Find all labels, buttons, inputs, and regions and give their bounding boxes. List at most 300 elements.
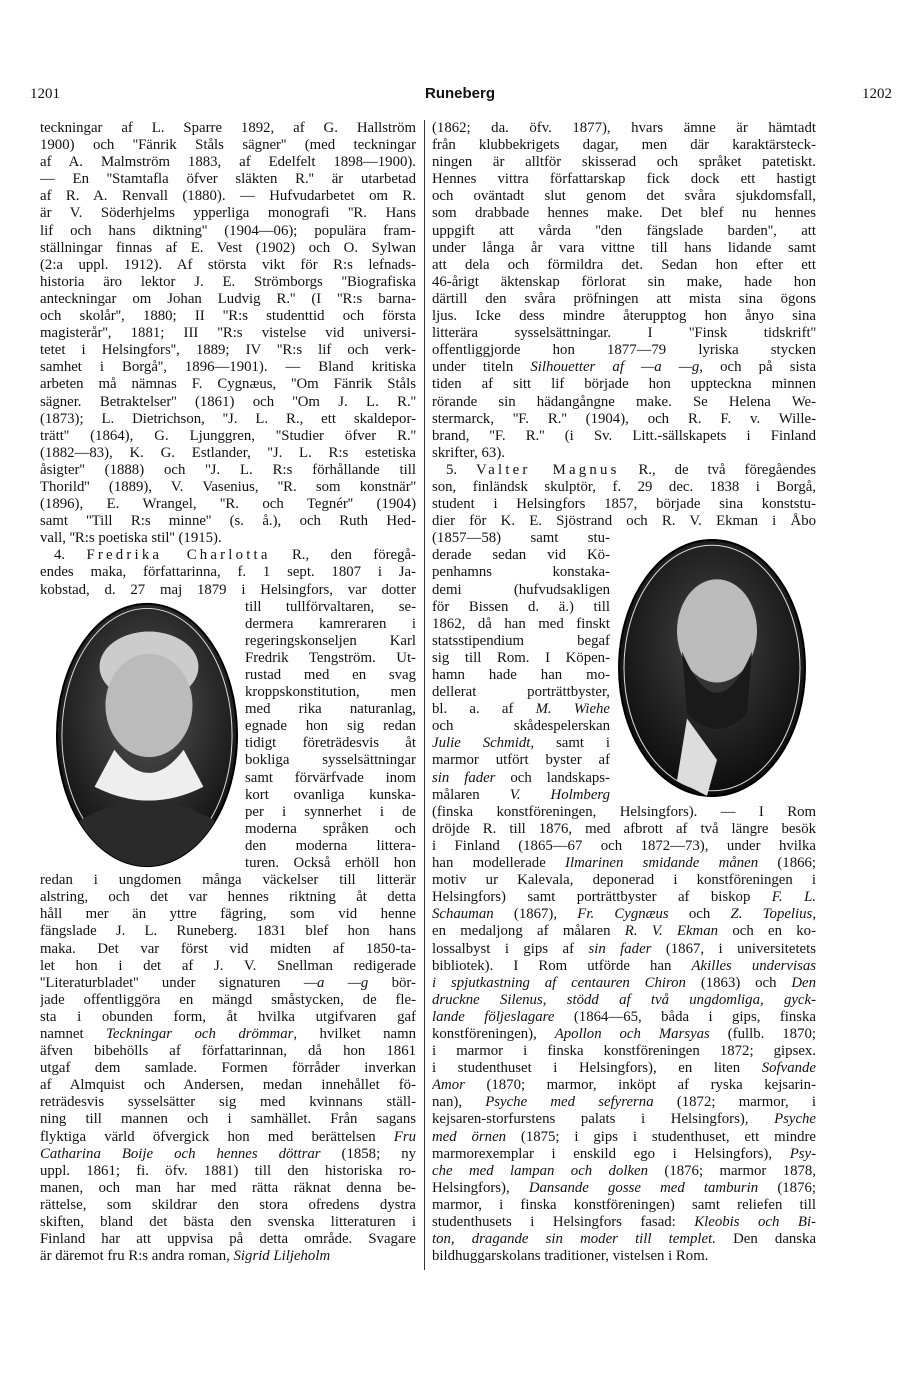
text-line: [245, 684, 416, 701]
text-segment: en medaljong af målaren: [432, 923, 625, 940]
text-line: [432, 633, 610, 650]
text-line: [432, 308, 816, 325]
entry-name: Valter Magnus: [476, 461, 620, 478]
text-segment: (1870; marmor, inköpt af ryska kejsarin-: [464, 1077, 816, 1094]
italic-title: R. V. Ekman: [624, 923, 719, 940]
text-line: [40, 1060, 416, 1077]
text-segment: och en ko-: [718, 923, 816, 940]
text-line: [40, 1026, 416, 1043]
text-segment: ljus. Icke dess mindre återupptog hon ånyo sina: [432, 308, 816, 325]
text-segment: marmor, i finska konstföreningen) samt reliefen till: [432, 1196, 816, 1213]
text-segment: Helsingfors) samt porträttbyster af biskop: [432, 889, 772, 906]
text-line: [40, 992, 416, 1009]
text-line: [432, 1180, 816, 1197]
portrait-fredrika-runeberg: [55, 602, 239, 868]
text-segment: ningen är alltför skisserad och språket patetiskt.: [432, 154, 816, 171]
text-segment: Hennes vittra författarskap fick dock ett hastigt: [432, 171, 816, 188]
text-segment: (1876; marmor 1878,: [648, 1162, 816, 1179]
column-divider: [424, 120, 425, 1270]
text-line: [40, 906, 416, 923]
text-segment: ,: [812, 906, 816, 923]
text-segment: reträdesvis sysselsätter sig med kvinnans ställ-: [40, 1094, 416, 1111]
text-segment: för Bissen d. ä.) till: [432, 598, 610, 615]
text-segment: (1867),: [493, 906, 578, 923]
text-line: [40, 1043, 416, 1060]
text-segment: historia äro lektor J. E. Strömborgs ''Biografiska: [40, 273, 416, 290]
text-line: [432, 257, 816, 274]
text-segment: magisterår'', 1881; III ''R:s vistelse vid universi-: [40, 325, 416, 342]
text-line: [40, 1197, 416, 1214]
text-line: [245, 718, 416, 735]
text-segment: (1864—65, båda i gips, finska: [554, 1008, 816, 1025]
text-segment: (1876;: [758, 1179, 816, 1196]
text-segment: tiden af sitt lif började hon uppteckna minnen: [432, 376, 816, 393]
text-line: [432, 240, 816, 257]
text-line: [432, 1060, 816, 1077]
text-segment: af Almquist och Andersen, medan innehållet fö-: [40, 1077, 416, 1094]
text-line: [432, 479, 816, 496]
text-line: [432, 496, 816, 513]
text-segment: bl. a. af: [432, 701, 536, 718]
text-segment: från klubbekrigets dagar, men där karaktärsteck-: [432, 137, 816, 154]
text-line: [40, 530, 416, 547]
text-segment: (1875; i gips i studenthuset, ett mindre: [506, 1128, 816, 1145]
text-segment: och: [668, 906, 731, 923]
italic-title: i spjutkastning af centauren Chiron: [432, 974, 686, 991]
text-segment: af A. Malmström 1883, af Edelfelt 1898—1900).: [40, 154, 416, 171]
text-segment: demi (hufvudsakligen: [432, 581, 610, 598]
text-segment: målaren: [432, 786, 510, 803]
text-line: [245, 838, 416, 855]
text-segment: till tullförvaltaren, se-: [245, 598, 416, 615]
text-line: [40, 291, 416, 308]
text-line: [40, 325, 416, 342]
italic-title: M. Wiehe: [535, 701, 610, 718]
text-segment: derade sedan vid Kö-: [432, 547, 610, 564]
text-segment: dier för K. E. Sjöstrand och R. V. Ekman i Åbo: [432, 513, 816, 530]
text-line: [40, 359, 416, 376]
text-segment: R., de två föregåendes: [619, 461, 816, 478]
text-segment: student i Helsingfors 1857, började sina konststu-: [432, 496, 816, 513]
text-line: [40, 479, 416, 496]
text-segment: Den danska: [715, 1231, 816, 1248]
italic-title: che med lampan och dolken: [432, 1162, 649, 1179]
text-line: [432, 787, 610, 804]
text-line: [432, 735, 610, 752]
text-segment: R., den föregå-: [270, 547, 416, 564]
text-line: [40, 1094, 416, 1111]
text-segment: den moderna littera-: [245, 837, 416, 854]
text-segment: af R. A. Renvall (1880). — Hufvudarbetet om R.: [40, 188, 416, 205]
text-segment: redan i ungdomen många väckelser till litterär: [40, 872, 416, 889]
text-segment: per i synnerhet i de: [245, 803, 416, 820]
text-segment: , och på sista: [699, 359, 816, 376]
text-line: [40, 1231, 416, 1248]
text-line: [432, 1214, 816, 1231]
text-line: [432, 855, 816, 872]
italic-title: sin fader: [588, 940, 652, 957]
text-segment: trätt'' (1864), G. Ljunggren, ''Studier öfver R.'': [40, 427, 416, 444]
text-segment: marmor utfört byster af: [432, 752, 610, 769]
text-line: [245, 701, 416, 718]
text-line: [40, 1146, 416, 1163]
text-line: [432, 411, 816, 428]
text-segment: moderna språken och: [245, 820, 416, 837]
text-segment: bildhuggarskolans traditioner, vistelsen i Rom.: [432, 1248, 709, 1265]
text-line: [432, 154, 816, 171]
running-head: Runeberg: [424, 85, 495, 102]
text-line: [40, 923, 416, 940]
text-line: [40, 958, 416, 975]
text-line: [245, 616, 416, 633]
italic-title: Dansande gosse med tamburin: [528, 1179, 759, 1196]
text-segment: uppl. 1861; fi. öfv. 1881) till den historiska ro-: [40, 1162, 416, 1179]
text-line: [40, 376, 416, 393]
text-segment: skrifter, 63).: [432, 444, 505, 461]
text-line: [432, 325, 816, 342]
text-line: [40, 240, 416, 257]
text-segment: 1862, då han med finskt: [432, 615, 610, 632]
text-line: [40, 205, 416, 222]
text-segment: och oväntadt slut genom det svåra sjukdomsfall,: [432, 188, 816, 205]
italic-title: Silhouetter af —a —g: [530, 359, 700, 376]
text-segment: stermarck, ''F. R.'' (1904), och R. F. v. Wille-: [432, 410, 816, 427]
text-line: [432, 1146, 816, 1163]
text-segment: kobstad, d. 27 maj 1879 i Helsingfors, var dotter: [40, 581, 416, 598]
text-line: [40, 462, 416, 479]
italic-title: Psyche: [774, 1111, 816, 1128]
text-line: [432, 547, 610, 564]
text-line: [432, 1248, 816, 1265]
text-segment: , samt i: [530, 735, 610, 752]
text-segment: äfven bibehölls af författarinnan, då hon 1861: [40, 1043, 416, 1060]
text-segment: flyktiga värld öfvergick hon med berättelsen: [40, 1128, 394, 1145]
text-segment: arbeten må nämnas F. Cygnæus, ''Om Fänrik Ståls: [40, 376, 416, 393]
italic-title: Fr. Cygnæus: [577, 906, 669, 923]
text-segment: konstföreningen),: [432, 1025, 555, 1042]
text-line: [432, 975, 816, 992]
text-segment: studenthusets i Helsingfors fasad:: [432, 1214, 695, 1230]
text-line: [40, 564, 416, 581]
text-line: [432, 872, 816, 889]
text-segment: anteckningar om Johan Ludvig R.'' (I ''R:s barna-: [40, 290, 416, 307]
page-number-right: 1202: [862, 86, 892, 102]
text-line: [40, 120, 416, 137]
text-segment: (1863) och: [685, 974, 792, 991]
italic-title: Fru: [393, 1128, 416, 1145]
text-segment: tetet i Helsingfors'', 1889; IV ''R:s lif och verk-: [40, 342, 416, 359]
text-segment: under långa år vara vittne till hans lidande samt: [432, 239, 816, 256]
text-line: [432, 445, 816, 462]
text-line: [432, 342, 816, 359]
text-line: [432, 770, 610, 787]
text-segment: rättelse, som skildrar den stora ofredens dystra: [40, 1196, 416, 1213]
text-segment: Helsingfors),: [432, 1179, 529, 1196]
text-line: [40, 1111, 416, 1128]
text-segment: manen, och man har med rätta räknat denna be-: [40, 1179, 416, 1196]
text-line: [432, 752, 610, 769]
italic-title: F. L.: [771, 889, 816, 906]
text-line: [245, 770, 416, 787]
text-line: [432, 889, 816, 906]
text-line: [432, 205, 816, 222]
text-line: [40, 188, 416, 205]
text-segment: kejsaren-storfurstens palats i Helsingfors),: [432, 1111, 775, 1128]
text-line: [40, 394, 416, 411]
text-line: [432, 223, 816, 240]
text-line: [432, 838, 816, 855]
text-segment: (1862; da. öfv. 1877), hvars ämne är hämtadt: [432, 120, 816, 136]
text-line: [432, 718, 610, 735]
text-line: [432, 359, 816, 376]
text-line: [432, 582, 610, 599]
text-line: [40, 274, 416, 291]
text-segment: (1866;: [758, 855, 816, 872]
italic-title: V. Holmberg: [509, 786, 610, 803]
text-line: [40, 1163, 416, 1180]
text-segment: hamn hade han mo-: [432, 667, 610, 683]
text-segment: (1882—83), K. G. Estlander, ''J. L. R:s estetiska: [40, 444, 416, 461]
text-segment: och landskaps-: [495, 769, 610, 786]
italic-title: —a —g: [303, 974, 369, 991]
text-segment: bibliotek). I Rom utförde han: [432, 957, 692, 974]
text-line: [40, 582, 416, 599]
text-segment: är V. Söderhjelms ypperliga monografi ''R. Hans: [40, 205, 416, 222]
italic-title: Sofvande: [761, 1060, 816, 1077]
italic-title: Teckningar och drömmar: [106, 1025, 294, 1042]
text-line: [432, 616, 610, 633]
text-line: [40, 171, 416, 188]
text-segment: 1900) och ''Fänrik Ståls sägner'' (med teckningar: [40, 137, 416, 154]
text-line: [432, 650, 610, 667]
text-line: [40, 223, 416, 240]
text-segment: håll mer än yttre fägring, som vid henne: [40, 906, 416, 923]
italic-title: Schauman: [432, 906, 494, 923]
text-line: [245, 599, 416, 616]
text-segment: i studenthuset i Helsingfors), en liten: [432, 1060, 762, 1077]
text-line: [432, 958, 816, 975]
text-line: [432, 1077, 816, 1094]
text-segment: Finland har att uppvisa på detta område. Svagare: [40, 1231, 416, 1248]
text-segment: endes maka, författarinna, f. 1 sept. 1807 i Ja-: [40, 564, 416, 581]
text-line: [40, 889, 416, 906]
text-line: [40, 154, 416, 171]
text-line: [245, 752, 416, 769]
text-segment: marmorexemplar i enskild ego i Helsingfors),: [432, 1145, 790, 1162]
text-segment: penhamns konstaka-: [432, 564, 610, 581]
text-segment: skiften, bland det bästa den svenska litteraturen i: [40, 1214, 416, 1230]
text-line: [432, 188, 816, 205]
text-segment: utgaf dem samlade. Formen förråder inverkan: [40, 1060, 416, 1077]
text-segment: — En ''Stamtafla öfver släkten R.'' är utarbetad: [40, 171, 416, 188]
text-segment: att dela och förmildra det. Sedan hon efter ett: [432, 256, 816, 273]
text-segment: jade offentliggöra en mängd småstycken, de fle-: [40, 991, 416, 1008]
text-segment: son, finländsk skulptör, f. 29 dec. 1838 i Borgå,: [432, 478, 816, 495]
text-line: [40, 445, 416, 462]
italic-title: med örnen: [432, 1128, 507, 1145]
text-segment: ställningar finnas af E. Vest (1902) och O. Sylwan: [40, 239, 416, 256]
text-line: [432, 821, 816, 838]
text-line: [245, 633, 416, 650]
text-segment: litterära sysselsättningar. I ''Finsk tidskrift'': [432, 325, 816, 342]
italic-title: sin fader: [432, 769, 496, 786]
text-line: [432, 1163, 816, 1180]
text-segment: offentliggjorde hon 1877—79 lyriska stycken: [432, 342, 816, 359]
text-segment: under titeln: [432, 359, 531, 376]
text-segment: lossalbyst i gips af: [432, 940, 589, 957]
text-segment: i Finland (1865—67 och 1872—73), under hvilka: [432, 837, 816, 854]
text-line: [40, 1248, 416, 1265]
text-line: [432, 120, 816, 137]
text-segment: kort ovanliga kunska-: [245, 786, 416, 803]
text-segment: bokliga sysselsättningar: [245, 752, 416, 769]
italic-title: Z. Topelius: [730, 906, 813, 923]
text-segment: 46-årigt äktenskap förlorat sin make, hade hon: [432, 273, 816, 290]
text-line: [432, 1026, 816, 1043]
text-line: [40, 137, 416, 154]
text-line: [432, 804, 816, 821]
text-segment: tidigt företrädesvis åt: [245, 735, 416, 752]
text-line: [432, 941, 816, 958]
text-segment: alstring, och det var hennes riktning åt detta: [40, 889, 416, 906]
italic-title: Psyche med sefyrerna: [485, 1094, 654, 1111]
text-line: [40, 308, 416, 325]
text-segment: och skolår'', 1880; II ''R:s studenttid och första: [40, 308, 416, 325]
text-segment: (1873); L. Dietrichson, ''J. L. R., ett skaldepor-: [40, 410, 416, 427]
text-line: [432, 1094, 816, 1111]
text-segment: samhet i Borgå'', 1896—1901). — Bland kritiska: [40, 359, 416, 376]
italic-title: Julie Schmidt: [432, 735, 531, 752]
page-number-left: 1201: [30, 86, 60, 102]
text-segment: åsigter'' (1888) och ''J. L. R:s förhållande till: [40, 461, 416, 478]
text-line: [432, 923, 816, 940]
text-segment: rustad med en svag: [245, 667, 416, 683]
italic-title: Sigrid Liljeholm: [233, 1248, 331, 1265]
text-segment: (1857—58) samt stu-: [432, 530, 610, 547]
text-segment: , hvilket namn: [293, 1025, 416, 1042]
text-line: [432, 906, 816, 923]
text-line: [432, 274, 816, 291]
text-segment: lif och hans diktning'' (1904—06); populära fram-: [40, 222, 416, 239]
italic-title: Catharina Boije och hennes döttrar: [40, 1145, 321, 1162]
text-line: [40, 1180, 416, 1197]
text-line: [432, 1197, 816, 1214]
text-segment: i marmor i finska konstföreningen 1872; gipsex.: [432, 1043, 816, 1060]
text-segment: Fredrik Tengström. Ut-: [245, 649, 416, 666]
text-line: [245, 650, 416, 667]
italic-title: Den: [791, 974, 816, 991]
italic-title: Ilmarinen smidande månen: [565, 855, 759, 872]
italic-title: Kleobis och Bi-: [694, 1214, 816, 1230]
text-segment: teckningar af L. Sparre 1892, af G. Hallström: [40, 120, 416, 136]
text-segment: (1872; marmor, i: [653, 1094, 816, 1111]
text-segment: samt ''Till R:s minne'' (s. å.), och Ruth Hed-: [40, 513, 416, 530]
italic-title: lande följeslagare: [432, 1008, 555, 1025]
text-segment: (fullb. 1870;: [709, 1025, 816, 1042]
text-segment: egnade hon sig redan: [245, 718, 416, 735]
text-line: [245, 821, 416, 838]
text-line: [40, 1077, 416, 1094]
text-line: [432, 462, 816, 479]
text-line: [40, 975, 416, 992]
text-segment: (1858; ny: [320, 1145, 416, 1162]
text-line: [40, 1129, 416, 1146]
text-segment: han modellerade: [432, 855, 566, 872]
text-segment: bör-: [368, 974, 416, 991]
text-line: [245, 787, 416, 804]
text-line: [40, 513, 416, 530]
text-segment: vall, ''R:s poetiska stil'' (1915).: [40, 530, 222, 547]
text-line: [432, 992, 816, 1009]
text-line: [245, 804, 416, 821]
italic-title: Akilles undervisas: [691, 957, 816, 974]
text-segment: brand, ''F. R.'' (i Sv. Litt.-sällskapets i Finland: [432, 427, 816, 444]
text-line: [432, 513, 816, 530]
text-line: [40, 257, 416, 274]
text-segment: (finska konstföreningen, Helsingfors). — I Rom: [432, 803, 816, 820]
text-line: [432, 599, 610, 616]
text-line: [432, 394, 816, 411]
text-line: [432, 1231, 816, 1248]
text-line: [432, 171, 816, 188]
text-line: [432, 291, 816, 308]
text-line: [245, 667, 416, 684]
text-segment: kroppskonstitution, men: [245, 684, 416, 701]
text-line: [245, 735, 416, 752]
text-segment: som drabbade hennes make. Det blef nu hennes: [432, 205, 816, 222]
text-segment: nan),: [432, 1094, 486, 1111]
entry-name: Fredrika Charlotta: [86, 547, 271, 564]
text-line: [432, 667, 610, 684]
text-segment: ning till mannen och i samhället. Från sagans: [40, 1111, 416, 1128]
text-segment: ''Literaturbladet'' under signaturen: [40, 974, 304, 991]
italic-title: Amor: [432, 1077, 465, 1094]
text-segment: (2:a uppl. 1912). Af största vikt för R:s lefnads-: [40, 256, 416, 273]
text-segment: är däremot fru R:s andra roman,: [40, 1248, 234, 1265]
text-line: [40, 872, 416, 889]
text-line: [432, 1043, 816, 1060]
text-line: [432, 376, 816, 393]
text-segment: sig till Rom. I Köpen-: [432, 649, 610, 666]
text-line: [40, 547, 416, 564]
text-segment: dröjde R. till 1876, med afbrott af två längre besök: [432, 820, 816, 837]
text-segment: let hon i det af J. V. Snellman redigerade: [40, 957, 416, 974]
text-segment: regeringskonseljen Karl: [245, 632, 416, 649]
text-segment: turen. Också erhöll hon: [245, 855, 416, 872]
text-line: [40, 941, 416, 958]
text-line: [432, 530, 610, 547]
text-line: [432, 701, 610, 718]
text-line: [432, 1129, 816, 1146]
text-segment: dellerat porträttbyster,: [432, 684, 610, 701]
text-line: [40, 342, 416, 359]
text-line: [432, 1111, 816, 1128]
italic-title: druckne Silenus, stödd af två ungdomliga, gyck-: [432, 991, 816, 1008]
text-segment: uppgift att vårda ''den fängslade barden'', att: [432, 222, 816, 239]
text-segment: statsstipendium begaf: [432, 632, 610, 649]
text-segment: sägner. Betraktelser'' (1861) och ''Om J. L. R.'': [40, 393, 416, 410]
text-segment: med rika naturanlag,: [245, 701, 416, 718]
italic-title: ton, dragande sin moder till templet.: [432, 1231, 716, 1248]
text-segment: sta i obunden form, åt hvilka utgifvaren gaf: [40, 1008, 416, 1025]
text-segment: namnet: [40, 1025, 107, 1042]
text-segment: Thorild'' (1889), V. Vasenius, ''R. som konstnär'': [40, 478, 416, 495]
text-line: [432, 428, 816, 445]
italic-title: Apollon och Marsyas: [554, 1025, 710, 1042]
text-segment: motiv ur Kalevala, deponerad i konstföreningen i: [432, 872, 816, 889]
text-segment: maka. Det var först vid midten af 1850-ta-: [40, 940, 416, 957]
text-line: [432, 137, 816, 154]
